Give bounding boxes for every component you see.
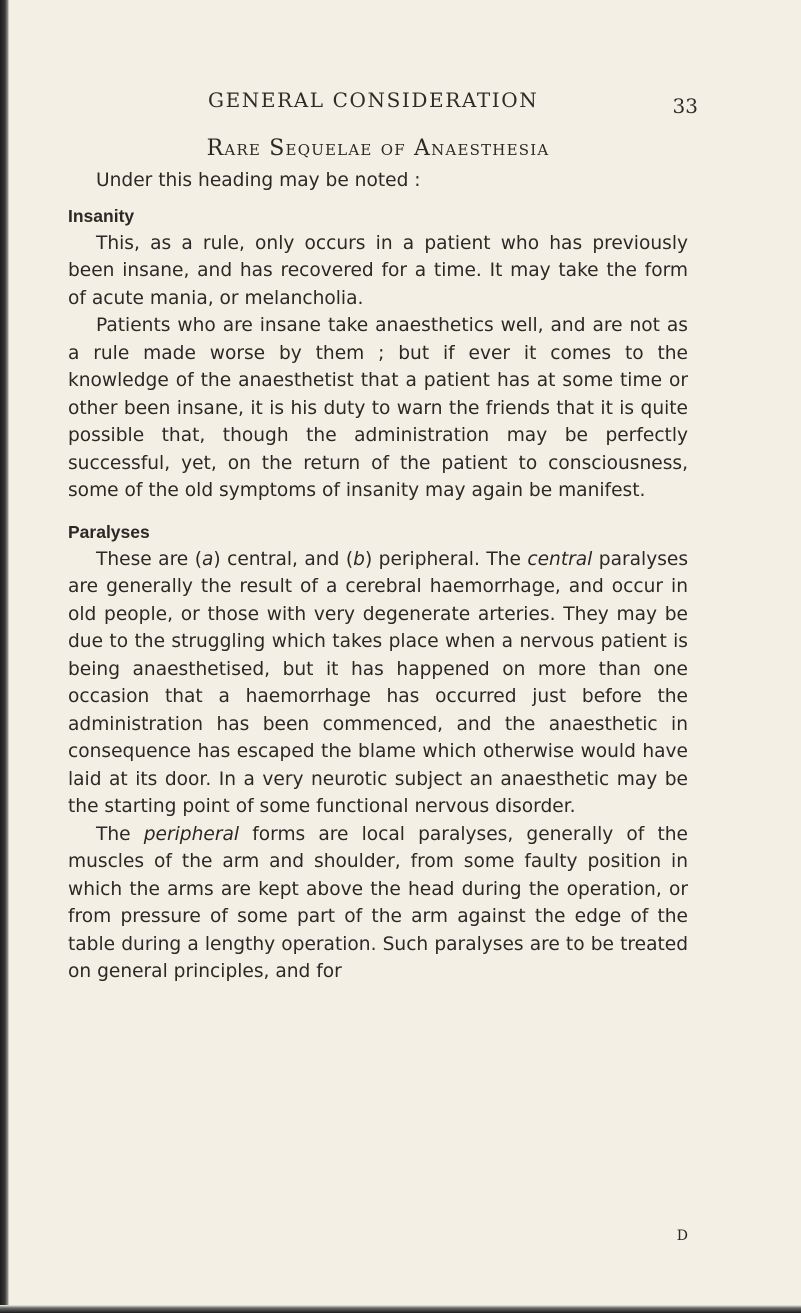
italic-peripheral: peripheral — [143, 823, 240, 845]
subheading-paralyses: Paralyses — [68, 521, 150, 542]
running-head — [68, 88, 698, 122]
text-run: forms are local paralyses, generally of the muscles of the arm and shoulder, from some faulty position in which the arms are kept above the head during the operation, or from pressure of some part of the arm against the edge of the table during a lengthy operation. Such paralyses are to be treated on general principles, and for — [68, 823, 688, 982]
text-run: paralyses are generally the result of a cerebral haemorrhage, and occur in old people, or those with very degenerate arteries. They may be due to the struggling which takes place when a nervous patient is being anaesthetised, but it has happened on more than one occasion that a haemorrhage has occurred just before the administration has been commenced, and the anaesthetic in consequence has escaped the blame which otherwise would have laid at its door. In a very neurotic subject an anaesthetic may be the starting point of some functional nervous disorder. — [68, 548, 689, 817]
insanity-paragraph-2: Patients who are insane take anaesthetics well, and are not as a rule made worse by them ; but if ever it comes to the knowledge of the anaesthetist that a patient has at some time or other been insane, it is his duty to warn the friends that it is quite possible that, though the administration may be perfectly successful, yet, on the return of the patient to consciousness, some of the old symptoms of insanity may again be manifest. — [68, 315, 688, 501]
paralyses-paragraph-1 — [68, 546, 688, 821]
italic-a: a — [201, 548, 214, 570]
text-run: The — [96, 823, 144, 845]
insanity-paragraph-1: This, as a rule, only occurs in a patient who has previously been insane, and has recovered for a time. It may take the form of acute mania, or melancholia. — [68, 232, 688, 309]
signature-mark: D — [676, 1228, 688, 1244]
page-bottom-shadow — [0, 1305, 801, 1313]
page-number: 33 — [672, 94, 698, 118]
intro-paragraph: Under this heading may be noted : — [96, 170, 421, 191]
book-page — [68, 88, 698, 1244]
text-run: ) peripheral. The — [364, 548, 528, 570]
subheading-insanity: Insanity — [68, 205, 135, 226]
book-spine-shadow — [0, 0, 9, 1313]
text-run: ) central, and ( — [213, 548, 354, 570]
italic-central: central — [527, 548, 593, 570]
italic-b: b — [353, 548, 365, 570]
section-title: Rare Sequelae of Anaesthesia — [206, 136, 550, 161]
paralyses-paragraph-2 — [68, 821, 688, 986]
running-title: GENERAL CONSIDERATION — [208, 88, 539, 112]
text-run: These are ( — [96, 548, 202, 570]
